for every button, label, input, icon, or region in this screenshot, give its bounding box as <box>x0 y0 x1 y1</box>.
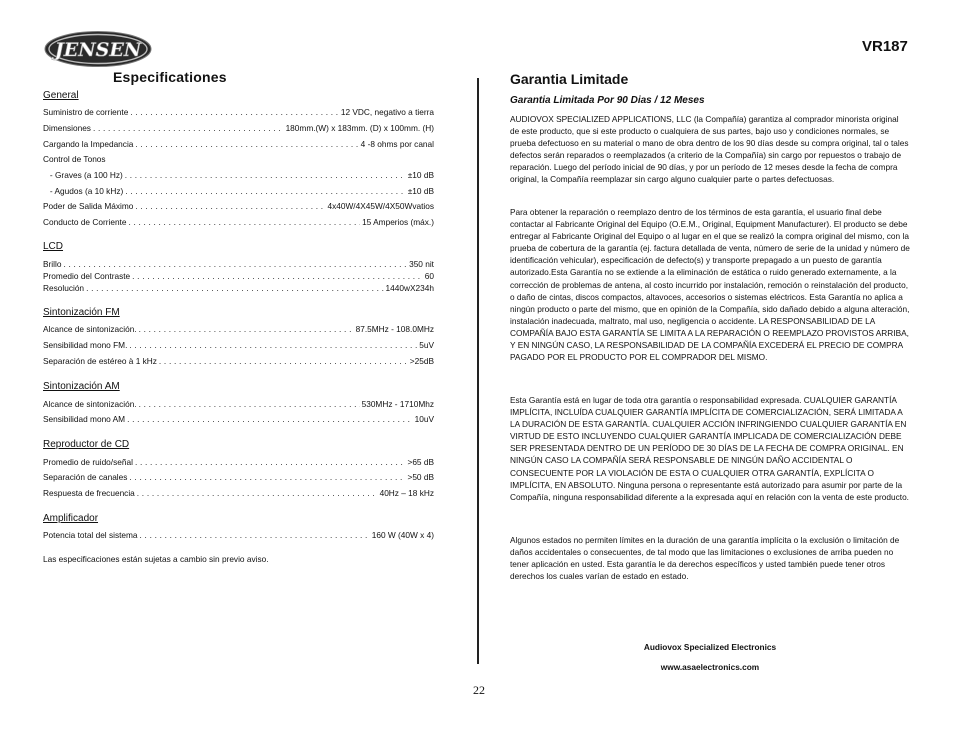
page-number: 22 <box>473 683 485 697</box>
logo-text: JENSEN <box>54 39 142 61</box>
spec-row: Separación de canales . . . >50 dB <box>43 471 434 483</box>
spec-row: Sensibilidad mono AM . . . 10uV <box>43 413 434 425</box>
spec-row: Separación de estéreo à 1 kHz . . . >25dB <box>43 355 434 367</box>
spec-row: Dimensiones . . . 180mm.(W) x 183mm. (D) x 100mm. (H) <box>43 122 434 134</box>
spec-row: Promedio de ruido/señal . . . >65 dB <box>43 456 434 468</box>
section-fm-title: Sintonización FM <box>43 307 120 318</box>
spec-row: Respuesta de frecuencia . . . 40Hz – 18 kHz <box>43 487 434 499</box>
spec-row: Sensibilidad mono FM. . . . 5uV <box>43 339 434 351</box>
specs-note: Las especificaciones están sujetas a cambio sin previo aviso. <box>43 554 269 564</box>
spec-row: Alcance de sintonización. . . . 530MHz - 1710Mhz <box>43 398 434 410</box>
jensen-logo <box>44 30 152 68</box>
spec-row: - Agudos (a 10 kHz) . . . ±10 dB <box>43 185 434 197</box>
section-am-title: Sintonización AM <box>43 381 120 392</box>
spec-row: Promedio del Contraste . . . 60 <box>43 270 434 282</box>
section-lcd-title: LCD <box>43 241 64 252</box>
spec-row: Cargando la Impedancia . . . 4 -8 ohms por canal <box>43 138 434 150</box>
spec-row: Alcance de sintonización. . . . 87.5MHz - 108.0MHz <box>43 323 434 335</box>
model-number: VR187 <box>862 38 908 55</box>
warranty-title: Garantia Limitade <box>510 71 629 87</box>
warranty-paragraph: AUDIOVOX SPECIALIZED APPLICATIONS, LLC (la Compañía) garantiza al comprador minorista original de este producto, que si este producto o cualquiera de sus partes, bajo uso y condiciones normales, se prueba defectuoso en su material o mano de obra dentro de los 90 días desde su compra original, tal o tales defectos serán reparados o reemplazados (a criterio de la Compañía) sin cargo por repuestos o trabajo de reparación. Luego del período inicial de 90 días, y por un período de 12 meses desde la fecha de compra original, la Compañía reemplazar sin cargo alguno cualquier parte o partes defectuosas. <box>510 114 909 185</box>
spec-row: Resolución . . . 1440wX234h <box>43 282 434 294</box>
spec-row: Potencia total del sistema . . . 160 W (40W x 4) <box>43 529 434 541</box>
spec-row: Conducto de Corriente . . . 15 Amperios (máx.) <box>43 216 434 228</box>
company-website: www.asaelectronics.com <box>660 662 760 672</box>
section-amp-title: Amplificador <box>43 513 99 524</box>
specs-title: Especificationes <box>113 69 227 85</box>
warranty-paragraph: Algunos estados no permiten límites en la duración de una garantía implícita o la exclusión o limitación de daños accidentales o consecuentes, de tal modo que las limitaciones o exclusiones de arriba pueden no tener aplicación en usted. Esta garantía le da derechos específicos y usted también puede tener otros derechos los cuales varían de estado en estado. <box>510 535 900 582</box>
spec-row: Suministro de corriente . . . 12 VDC, negativo a tierra <box>43 106 434 118</box>
warranty-subtitle: Garantia Limitada Por 90 Dias / 12 Meses <box>510 95 705 106</box>
spec-row: Control de Tonos <box>43 153 434 165</box>
column-divider <box>477 78 479 664</box>
spec-row: Brillo . . . 350 nit <box>43 258 434 270</box>
warranty-paragraph: Para obtener la reparación o reemplazo dentro de los términos de esta garantía, el usuario final debe contactar al Fabricante Original del Equipo (O.E.M., Original, Equipment Manufacturer). El producto se debe entregar al Fabricante Original del Equipo o al lugar en el que se realizó la compra original del mismo, con la prueba de cobertura de la garantía (ej. factura detallada de venta, número de serie de la unidad y número de identificación vehicular), especificación de defecto(s) y transporte prepagado a un puesto de garantía autorizado.Esta Garantía no se extiende a la eliminación de estática o ruido generado externamente, a la corrección de problemas de antena, al costo incurrido por instalación, remoción o reinstalación del producto, o daño de cintas, discos compactos, altavoces, accesorios o sistemas eléctricos. Esta Garantía no aplica a ningún producto o parte del mismo, que en opinión de la Compañía, sido dañado debido a alguna alteración, instalación inadecuada, maltrato, mal uso, negligencia o accidente. LA RESPONSABILIDAD DE LA COMPAÑÍA BAJO ESTA GARANTÍA SE LIMITA A LA REPARACIÓN O REEMPLAZO PROVISTOS ARRIBA, Y EN NINGÚN CASO, LA RESPONSABILIDAD DE LA COMPAÑÍA EXCEDERÁ EL PRECIO DE COMPRA PAGADO POR EL PRODUCTO POR EL COMPRADOR DEL MISMO. <box>510 207 910 363</box>
warranty-paragraph: Esta Garantía está en lugar de toda otra garantía o responsabilidad expresada. CUALQUIER GARANTÍA IMPLÍCITA, INCLUÍDA CUALQUIER GARANTÍA IMPLÍCITA DE COMERCIALIZACIÓN, SERÁ LIMITADA A LA DURACIÓN DE ESTA GARANTÍA. CUALQUIER ACCIÓN INFRINGIENDO CUALQUIER GARANTÍA EN VIRTUD DE ESTO INCLUYENDO CUALQUIER GARANTÍA IMPLICADA DE COMERCIALIZACIÓN DEBE SER PRESENTADA DENTRO DE UN PERÍODO DE 30 DÍAS DE LA FECHA DE COMPRA ORIGINAL. EN NINGÚN CASO LA COMPAÑÍA SERÁ RESPONSABLE DE NINGÚN DAÑO ACCIDENTAL O CONSECUENTE POR LA VIOLACIÓN DE ESTA O CUALQUIER OTRA GARANTÍA, EXPLÍCITA O IMPLÍCITA, EN ABSOLUTO. Ninguna persona o representante está autorizado para asumir por parte de la Compañía, ninguna responsabilidad diferente a la expresada aquí en relación con la venta de este producto. <box>510 395 909 502</box>
company-name: Audiovox Specialized Electronics <box>643 642 777 652</box>
section-general-title: General <box>43 90 79 101</box>
spec-row: Poder de Salida Máximo . . . 4x40W/4X45W/4X50Wvatios <box>43 200 434 212</box>
section-cd-title: Reproductor de CD <box>43 439 130 450</box>
spec-row: - Graves (a 100 Hz) . . . ±10 dB <box>43 169 434 181</box>
